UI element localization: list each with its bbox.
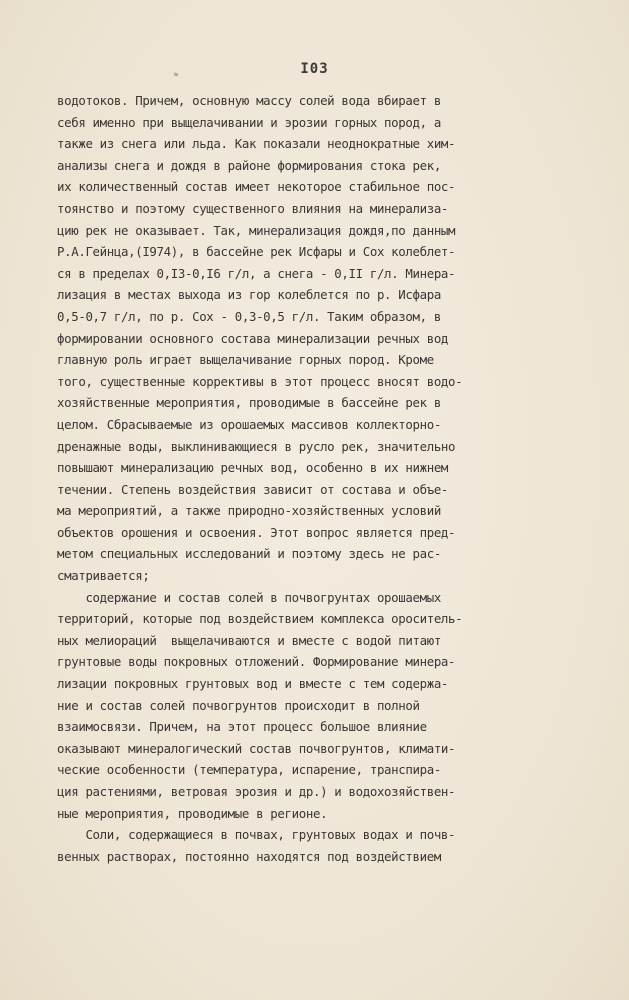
text-line: целом. Сбрасываемые из орошаемых массивов коллекторно- [57,416,441,432]
text-line: водотоков. Причем, основную массу солей вода вбирает в [57,93,441,108]
text-line: ма мероприятий, а также природно-хозяйственных условий [57,503,441,519]
text-line: грунтовые воды покровных отложений. Формирование минера- [57,654,456,670]
text-line: тоянство и поэтому существенного влияния на минерализа- [57,200,449,216]
text-line: главную роль играет выщелачивание горных пород. Кроме [57,352,434,368]
text-line: также из снега или льда. Как показали неоднократные хим- [57,136,456,152]
body-text [57,90,579,867]
text-line: 0,5-0,7 г/л, по р. Сох - 0,3-0,5 г/л. Таким образом, в [57,308,441,324]
page-number: I03 [300,61,329,77]
text-line: венных растворах, постоянно находятся под воздействием [57,848,441,864]
text-line: формировании основного состава минерализации речных вод [57,330,449,346]
text-line: Р.А.Гейнца,(I974), в бассейне рек Исфары и Сох колеблет- [57,244,456,260]
text-line: ся в пределах 0,I3-0,I6 г/л, а снега - 0,II г/л. Минера- [57,265,456,281]
text-line: взаимосвязи. Причем, на этот процесс большое влияние [57,719,427,735]
text-line: Соли, содержащиеся в почвах, грунтовых водах и почв- [57,827,456,843]
text-line: повышают минерализацию речных вод, особенно в их нижнем [57,460,449,476]
text-line: ные мероприятия, проводимые в регионе. [57,805,328,821]
text-line: ция растениями, ветровая эрозия и др.) и водохозяйствен- [57,784,456,799]
text-line: того, существенные коррективы в этот процесс вносят водо- [57,373,463,389]
text-line: ние и состав солей почвогрунтов происходит в полной [57,697,420,713]
text-line: сматривается; [57,568,150,584]
text-line: хозяйственные мероприятия, проводимые в бассейне рек в [57,395,441,411]
text-line: содержание и состав солей в почвогрунтах орошаемых [57,589,441,605]
text-line: объектов орошения и освоения. Этот вопрос является пред- [57,524,456,540]
text-line: метом специальных исследований и поэтому здесь не рас- [57,546,441,562]
text-line: их количественный состав имеет некоторое стабильное пос- [57,179,456,195]
text-line: оказывают минералогический состав почвогрунтов, климати- [57,740,456,756]
text-line: анализы снега и дождя в районе формирования стока рек, [57,157,441,173]
text-line: себя именно при выщелачивании и эрозии горных пород, а [57,114,441,130]
text-line: цию рек не оказывает. Так, минерализация дождя,по данным [57,222,456,238]
text-line: ческие особенности (температура, испарение, транспира- [57,762,441,778]
text-line: лизации покровных грунтовых вод и вместе с тем содержа- [57,676,449,692]
text-line: лизация в местах выхода из гор колеблется по р. Исфара [57,287,441,303]
text-line: территорий, которые под воздействием комплекса ороситель- [57,611,463,627]
text-line: ных мелиораций выщелачиваются и вместе с водой питают [57,632,441,648]
text-line: течении. Степень воздействия зависит от состава и объе- [57,481,449,497]
text-line: дренажные воды, выклинивающиеся в русло рек, значительно [57,438,456,454]
